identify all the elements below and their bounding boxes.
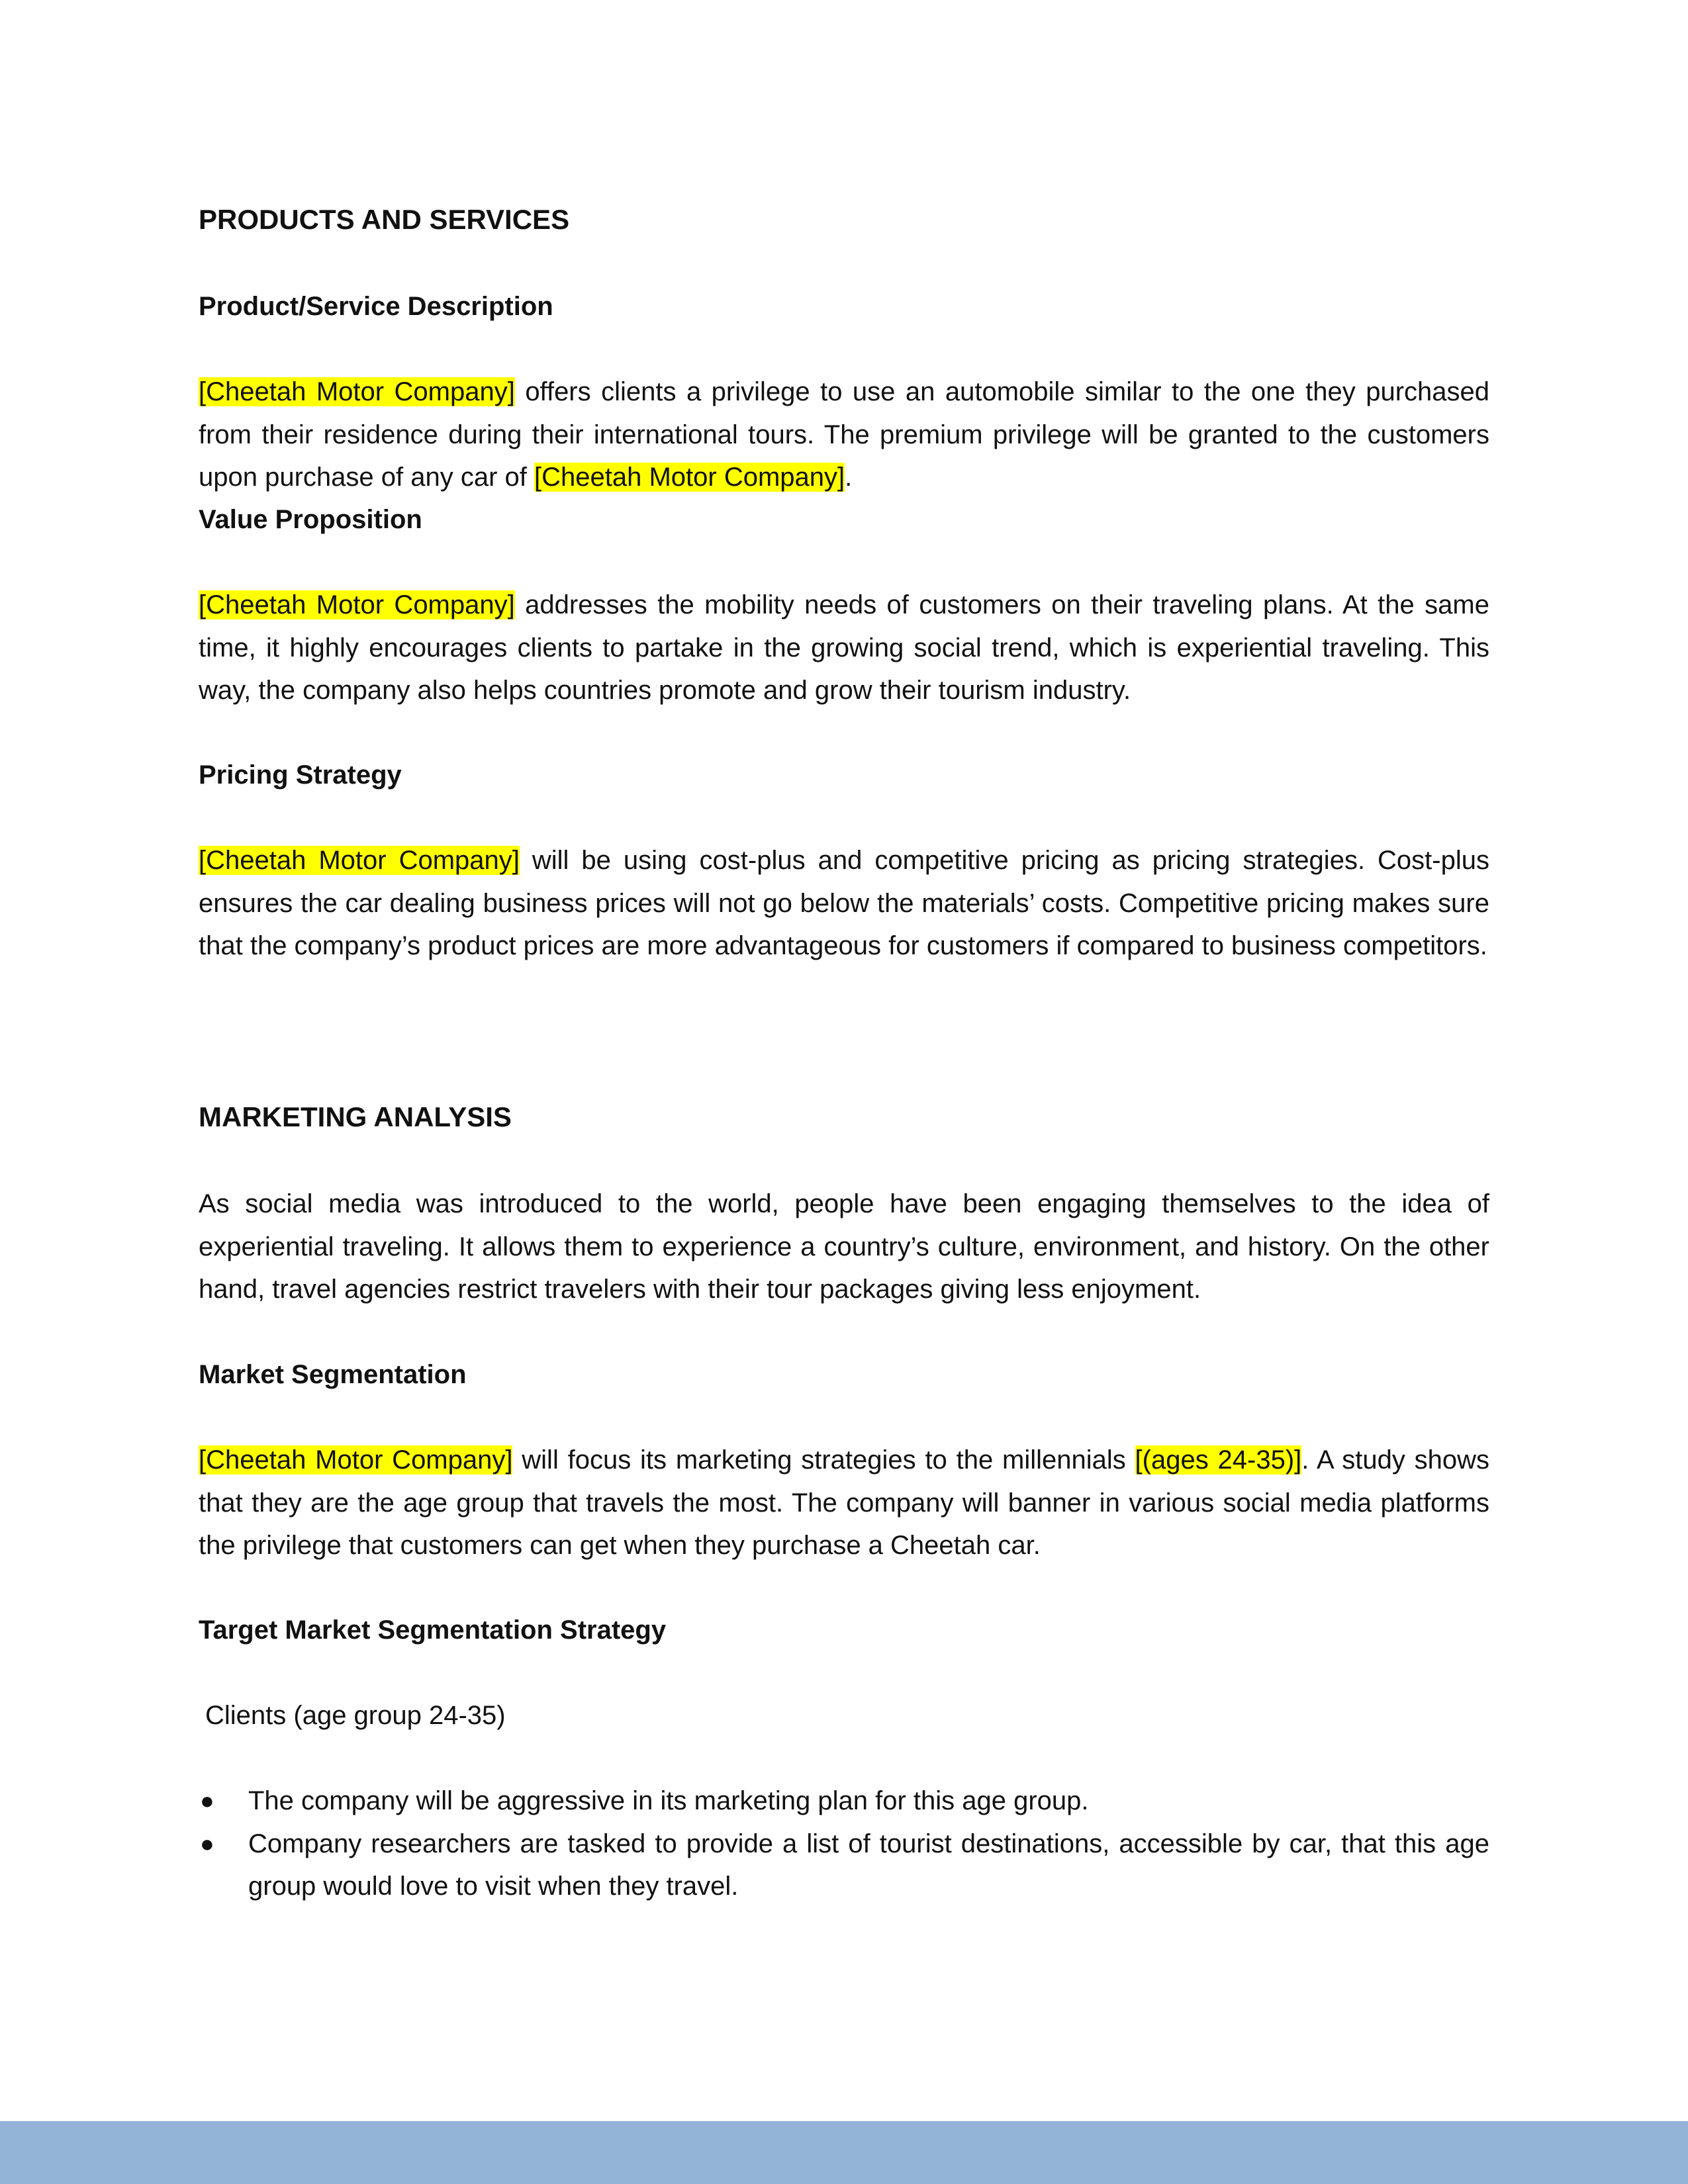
bullet-icon: ●: [200, 1829, 214, 1857]
product-description-paragraph: [199, 371, 1489, 499]
paragraph-text: offers clients a privilege to use an automobile similar to the one they purchased from their residence during their international tours. The premium privilege will be granted to the customers upon purchase of any car of: [199, 377, 1490, 492]
list-item: [199, 1780, 1489, 1823]
strategy-bullet-list: [199, 1780, 1489, 1908]
paragraph-text: addresses the mobility needs of customers on their traveling plans. At the same time, it highly encourages clients to partake in the growing social trend, which is experiential traveling. This way, the company also helps countries promote and grow their tourism industry.: [199, 590, 1489, 705]
list-item: [199, 1823, 1489, 1908]
company-name-highlight: [Cheetah Motor Company]: [199, 1445, 513, 1475]
subheading-value-proposition: Value Proposition: [199, 505, 422, 534]
subheading-product-description: Product/Service Description: [199, 292, 553, 321]
subheading-target-market-strategy: Target Market Segmentation Strategy: [199, 1615, 667, 1645]
bullet-text: Company researchers are tasked to provide a list of tourist destinations, accessible by car, that this age group would love to visit when they travel.: [248, 1829, 1489, 1901]
company-name-highlight: [Cheetah Motor Company]: [534, 463, 845, 492]
section-heading-products-services: PRODUCTS AND SERVICES: [199, 204, 570, 235]
target-client-group: Clients (age group 24-35): [205, 1701, 506, 1730]
bullet-icon: ●: [200, 1787, 214, 1814]
subheading-market-segmentation: Market Segmentation: [199, 1360, 467, 1389]
company-name-highlight: [Cheetah Motor Company]: [199, 846, 520, 875]
age-range-highlight: [(ages 24-35)]: [1135, 1445, 1302, 1475]
paragraph-text: .: [845, 463, 853, 492]
marketing-intro-paragraph: As social media was introduced to the world, people have been engaging themselves to the idea of experiential traveling. It allows them to experience a country’s culture, environment, and history. On the other hand, travel agencies restrict travelers with their tour packages giving less enjoyment.: [199, 1189, 1489, 1304]
paragraph-text: will focus its marketing strategies to the millennials: [512, 1445, 1135, 1475]
company-name-highlight: [Cheetah Motor Company]: [199, 377, 515, 406]
bullet-text: The company will be aggressive in its marketing plan for this age group.: [248, 1786, 1089, 1815]
paragraph-text: . A study shows that they are the age group that travels the most. The company will banner in various social media platforms the privilege that customers can get when they purchase a Cheetah car.: [199, 1445, 1490, 1560]
paragraph-text: will be using cost-plus and competitive pricing as pricing strategies. Cost-plus ensures the car dealing business prices will not go below the materials’ costs. Competitive pricing makes sure that the company’s product prices are more advantageous for customers if compared to business competitors.: [199, 846, 1489, 960]
subheading-pricing-strategy: Pricing Strategy: [199, 760, 402, 790]
footer-color-bar: [0, 2121, 1688, 2184]
section-heading-marketing-analysis: MARKETING ANALYSIS: [199, 1101, 512, 1132]
market-segmentation-paragraph: [199, 1439, 1489, 1567]
company-name-highlight: [Cheetah Motor Company]: [199, 590, 515, 619]
pricing-strategy-paragraph: [199, 839, 1489, 968]
value-proposition-paragraph: [199, 584, 1489, 712]
